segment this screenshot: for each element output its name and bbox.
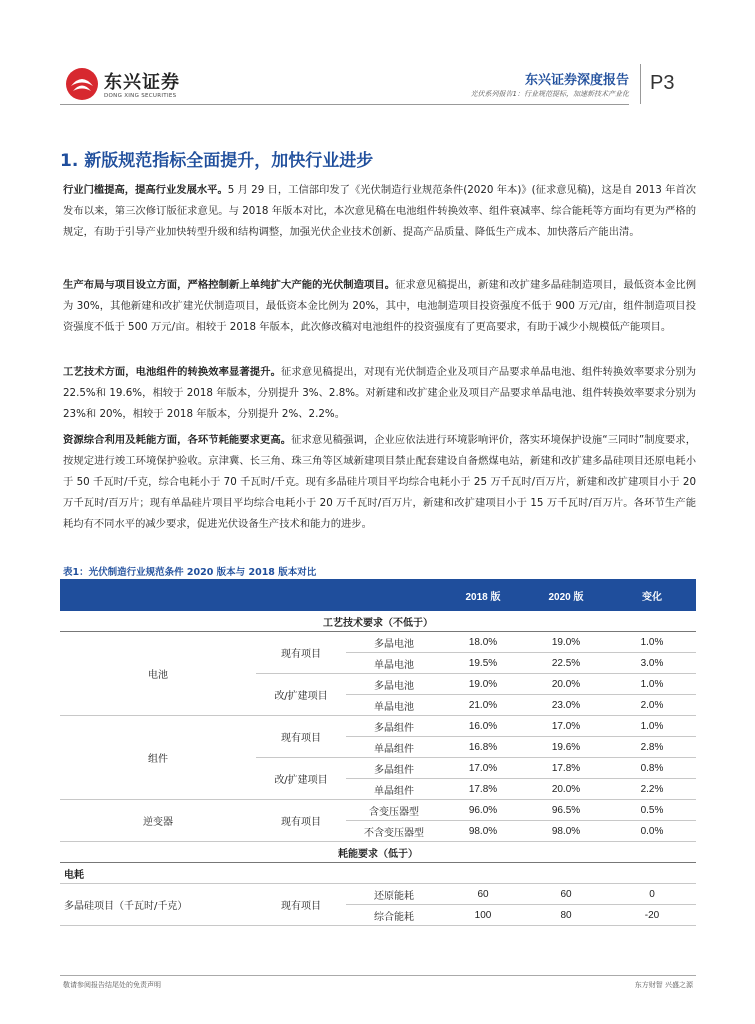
value-2020: 23.0% [524, 695, 608, 716]
table-subhead [60, 842, 696, 863]
row-group-existing: 现有项目 [256, 800, 346, 842]
value-2018: 18.0% [442, 632, 524, 653]
row-item: 综合能耗 [346, 905, 442, 926]
row-label-module: 组件 [60, 716, 256, 800]
value-change: 1.0% [608, 716, 696, 737]
logo-name-en: DONG XING SECURITIES [104, 93, 177, 99]
paragraph-body: 征求意见稿提出，对现有光伏制造企业及项目产品要求单晶电池、组件转换效率要求分别为 22.5%和 19.6%，相较于 2018 年版本，分别提升 3%、2.8%。对新建和改扩建企业及项目产品要求单晶电池、组件转换效率要求分别为 23%和 20%，相较于 2018 年版本，分别提升 2%、2.2%。 [63, 366, 697, 420]
paragraph-process-technology [63, 362, 696, 425]
table-row [60, 863, 696, 884]
table-caption: 表1：光伏制造行业规范条件 2020 版本与 2018 版本对比 [63, 567, 317, 578]
row-group-existing: 现有项目 [256, 884, 346, 926]
table-subhead [60, 611, 696, 632]
comparison-table [60, 579, 696, 926]
value-change: 1.0% [608, 632, 696, 653]
value-2020: 98.0% [524, 821, 608, 842]
row-label-polysilicon: 多晶硅项目（千瓦时/千克） [60, 884, 256, 926]
logo-name-cn: 东兴证券 [104, 72, 180, 93]
row-item: 含变压器型 [346, 800, 442, 821]
value-2018: 96.0% [442, 800, 524, 821]
table-header-2020: 2020 版 [524, 579, 608, 611]
value-2018: 17.0% [442, 758, 524, 779]
row-item: 单晶电池 [346, 695, 442, 716]
value-2020: 80 [524, 905, 608, 926]
value-change: 0.8% [608, 758, 696, 779]
row-item: 单晶电池 [346, 653, 442, 674]
table-header-blank [346, 579, 442, 611]
row-item: 多晶组件 [346, 716, 442, 737]
value-2018: 19.0% [442, 674, 524, 695]
value-change: 1.0% [608, 674, 696, 695]
paragraph-energy-consumption [63, 430, 696, 535]
value-2018: 16.8% [442, 737, 524, 758]
table-header-blank [60, 579, 256, 611]
row-item: 多晶电池 [346, 674, 442, 695]
subhead-process-requirements: 工艺技术要求（不低于） [60, 611, 696, 632]
value-change: 2.0% [608, 695, 696, 716]
row-item: 多晶电池 [346, 632, 442, 653]
value-2020: 22.5% [524, 653, 608, 674]
table-header-row [60, 579, 696, 611]
category-power-consumption: 电耗 [60, 863, 696, 884]
row-group-existing: 现有项目 [256, 716, 346, 758]
subhead-energy-requirements: 耗能要求（低于） [60, 842, 696, 863]
value-change: 3.0% [608, 653, 696, 674]
value-2018: 21.0% [442, 695, 524, 716]
paragraph-body: 5 月 29 日，工信部印发了《光伏制造行业规范条件(2020 年本)》(征求意见稿)，这是自 2013 年首次发布以来，第三次修订版征求意见。与 2018 年版本对比，本次意见稿在电池组件转换效率、组件衰减率、综合能耗等方面均有更为严格的规定，有助于引导产业加快转型升级和结构调整，加强光伏企业技术创新、提高产品质量、降低生产成本、加快落后产能出清。 [63, 184, 696, 238]
row-group-expansion: 改/扩建项目 [256, 674, 346, 716]
paragraph-body: 征求意见稿强调，企业应依法进行环境影响评价，落实环境保护设施“三同时”制度要求，按规定进行竣工环境保护验收。京津冀、长三角、珠三角等区域新建项目禁止配套建设自备燃煤电站，新建和改扩建多晶硅项目还原电耗小于 50 千瓦时/千克，综合电耗小于 70 千瓦时/千克。现有多晶硅片项目平均综合电耗小于 25 万千瓦时/百万片，新建和改扩建项目小于 20 万千瓦时/百万片；现有单晶硅片项目平均综合电耗小于 20 万千瓦时/百万片，新建和改扩建项目小于 15 万千瓦时/百万片。各环节生产能耗均有不同水平的减少要求，促进光伏设备生产技术和能力的进步。 [63, 434, 697, 530]
table-row [60, 716, 696, 737]
company-logo [64, 66, 184, 106]
page-number-divider [640, 64, 641, 104]
value-change: 0.0% [608, 821, 696, 842]
row-item: 单晶组件 [346, 737, 442, 758]
value-change: 2.2% [608, 779, 696, 800]
value-change: 0.5% [608, 800, 696, 821]
value-change: 0 [608, 884, 696, 905]
value-2020: 17.0% [524, 716, 608, 737]
paragraph-production-layout [63, 275, 696, 338]
value-2020: 20.0% [524, 779, 608, 800]
table-row [60, 800, 696, 821]
value-change: 2.8% [608, 737, 696, 758]
paragraph-lead: 工艺技术方面，电池组件的转换效率显著提升。 [63, 366, 281, 378]
paragraph-lead: 资源综合利用及耗能方面，各环节耗能要求更高。 [63, 434, 292, 446]
paragraph-lead: 行业门槛提高，提高行业发展水平。 [63, 184, 228, 196]
row-group-expansion: 改/扩建项目 [256, 758, 346, 800]
value-2018: 98.0% [442, 821, 524, 842]
row-group-existing: 现有项目 [256, 632, 346, 674]
value-2020: 96.5% [524, 800, 608, 821]
value-2018: 100 [442, 905, 524, 926]
table-header-2018: 2018 版 [442, 579, 524, 611]
value-2020: 19.6% [524, 737, 608, 758]
footer-divider [60, 975, 696, 976]
page-number: P3 [650, 72, 675, 94]
row-item: 单晶组件 [346, 779, 442, 800]
row-item: 多晶组件 [346, 758, 442, 779]
footer-disclaimer: 敬请参阅报告结尾处的免责声明 [63, 981, 161, 989]
row-item: 还原能耗 [346, 884, 442, 905]
section-title: 1. 新版规范指标全面提升，加快行业进步 [60, 151, 374, 171]
table-header-change: 变化 [608, 579, 696, 611]
value-2020: 20.0% [524, 674, 608, 695]
value-2018: 60 [442, 884, 524, 905]
report-subtitle: 光伏系列报告1：行业规范提标，加速新技术产业化 [470, 90, 629, 98]
company-logo-icon [64, 66, 100, 102]
value-change: -20 [608, 905, 696, 926]
value-2018: 16.0% [442, 716, 524, 737]
paragraph-industry-threshold [63, 180, 696, 243]
value-2018: 17.8% [442, 779, 524, 800]
row-item: 不含变压器型 [346, 821, 442, 842]
report-type: 东兴证券深度报告 [524, 73, 629, 88]
row-label-inverter: 逆变器 [60, 800, 256, 842]
paragraph-body: 征求意见稿提出，新建和改扩建多晶硅制造项目，最低资本金比例为 30%，其他新建和改扩建光伏制造项目，最低资本金比例为 20%，其中，电池制造项目投资强度不低于 900 万元/亩，组件制造项目投资强度不低于 500 万元/亩。相较于 2018 年版本，此次修改稿对电池组件的投资强度有了更高要求，有助于减少小规模低产能项目。 [63, 279, 697, 333]
value-2020: 60 [524, 884, 608, 905]
table-header-blank [256, 579, 346, 611]
row-label-battery: 电池 [60, 632, 256, 716]
table-row [60, 632, 696, 653]
table-row [60, 884, 696, 905]
value-2018: 19.5% [442, 653, 524, 674]
footer-slogan: 东方财智 兴盛之源 [634, 981, 693, 989]
header-divider [60, 104, 629, 105]
paragraph-lead: 生产布局与项目设立方面，严格控制新上单纯扩大产能的光伏制造项目。 [63, 279, 396, 291]
value-2020: 17.8% [524, 758, 608, 779]
value-2020: 19.0% [524, 632, 608, 653]
